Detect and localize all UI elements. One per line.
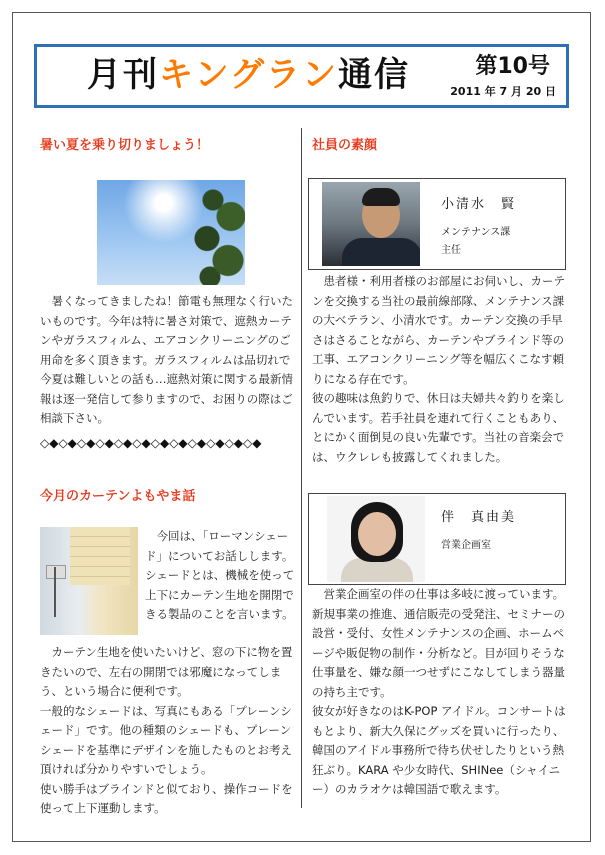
staff-title-1: 主任	[441, 245, 461, 256]
sky-photo	[97, 180, 245, 285]
staff-section-heading: 社員の素顔	[312, 138, 378, 153]
article-heading-summer: 暑い夏を乗り切りましょう！	[40, 138, 210, 153]
shade-graphic	[70, 527, 130, 585]
portrait-suit-graphic	[342, 238, 420, 266]
staff-profile-card-1	[308, 178, 566, 270]
staff-profile-card-2	[308, 493, 566, 585]
issue-number: 第10号	[475, 54, 550, 79]
issue-date: 2011 年 7 月 20 日	[450, 85, 556, 98]
portrait-face-graphic	[358, 512, 396, 556]
staff-body-1: 患者様・利用者様のお部屋にお伺いし、カーテンを交換する当社の最前線部隊、メンテナンス課の大ベテラン、小清水です。カーテン交換の手早さはさることながら、カーテンやブラインド等の工事、エアコンクリーニング等を幅広くこなす頼りになる存在です。 彼の趣味は魚釣りで、休日は夫婦共々釣りを楽しんでいます。若手社員を連れて行くこともあり、とにかく面倒見の良い先輩です。当社の音楽会では、ウクレレも披露してくれました。	[312, 274, 565, 464]
masthead	[34, 44, 569, 108]
staff-body-2: 営業企画室の伴の仕事は多岐に渡っています。新規事業の推進、通信販売の受発注、セミナーの設営・受付、女性メンテナンスの企画、ホームページや販促物の制作・分析など。目が回りそうな仕事量を、嫌な顔一つせずにこなしてしまう器量の持ち主です。 彼女が好きなのはK-POP アイドル。コンサートはもとより、新大久保にグッズを買いに行ったり、韓国のアイドル事務所で待ち伏せしたりという熱狂ぶり。KARA や少女時代、SHINee（シャイニー）のカラオケは韓国語で歌えます。	[312, 587, 566, 796]
article-body-summer: 暑くなってきましたね！節電も無理なく行いたいものです。今年は特に暑さ対策で、遮熱カーテンやガラスフィルム、エアコンクリーニングのご用命を多く頂きます。ガラスフィルムは品切れで今夏は難しいとの話も…遮熱対策に関する最新情報は逐一発信して参りますので、お困りの際はご相談下さい。	[40, 294, 293, 425]
article-heading-curtain: 今月のカーテンよもやま話	[40, 489, 196, 504]
tree-leaves-graphic	[189, 180, 245, 285]
staff-dept-1: メンテナンス課	[441, 227, 511, 238]
article-body-curtain: カーテン生地を使いたいけど、窓の下に物を置きたいので、左右の開閉では邪魔になってしまう、という場合に便利です。 一般的なシェードは、写真にもある「プレーンシェード」です。他の種類のシェードも、プレーンシェードを基準にデザインを施したものとお考え頂ければ分かりやすいでしょう。 使い勝手はブラインドと似ており、操作コードを使って上下運動します。	[40, 645, 293, 815]
title-part-monthly: 月刊	[87, 55, 159, 95]
newsletter-title	[87, 53, 410, 97]
staff-name-2: 伴 真由美	[441, 510, 517, 525]
staff-name-1: 小清水 賢	[441, 197, 517, 212]
staff-portrait-2	[327, 496, 425, 582]
article-intro-curtain: 今回は、「ローマンシェード」についてお話しします。シェードとは、機械を使って上下にカーテン生地を開閉できる製品のことを言います。	[145, 529, 295, 621]
lamp-stand-graphic	[54, 567, 68, 617]
roman-shade-photo	[40, 527, 138, 635]
title-part-news: 通信	[337, 55, 410, 95]
staff-dept-2: 営業企画室	[441, 540, 491, 551]
diamond-divider: ◇◆◇◆◇◆◇◆◇◆◇◆◇◆◇◆◇◆◇◆◇◆◇◆	[40, 436, 262, 450]
title-part-brand: キングラン	[159, 55, 338, 95]
column-divider	[301, 128, 302, 808]
staff-portrait-1	[322, 182, 420, 266]
portrait-hair-graphic	[362, 188, 400, 206]
